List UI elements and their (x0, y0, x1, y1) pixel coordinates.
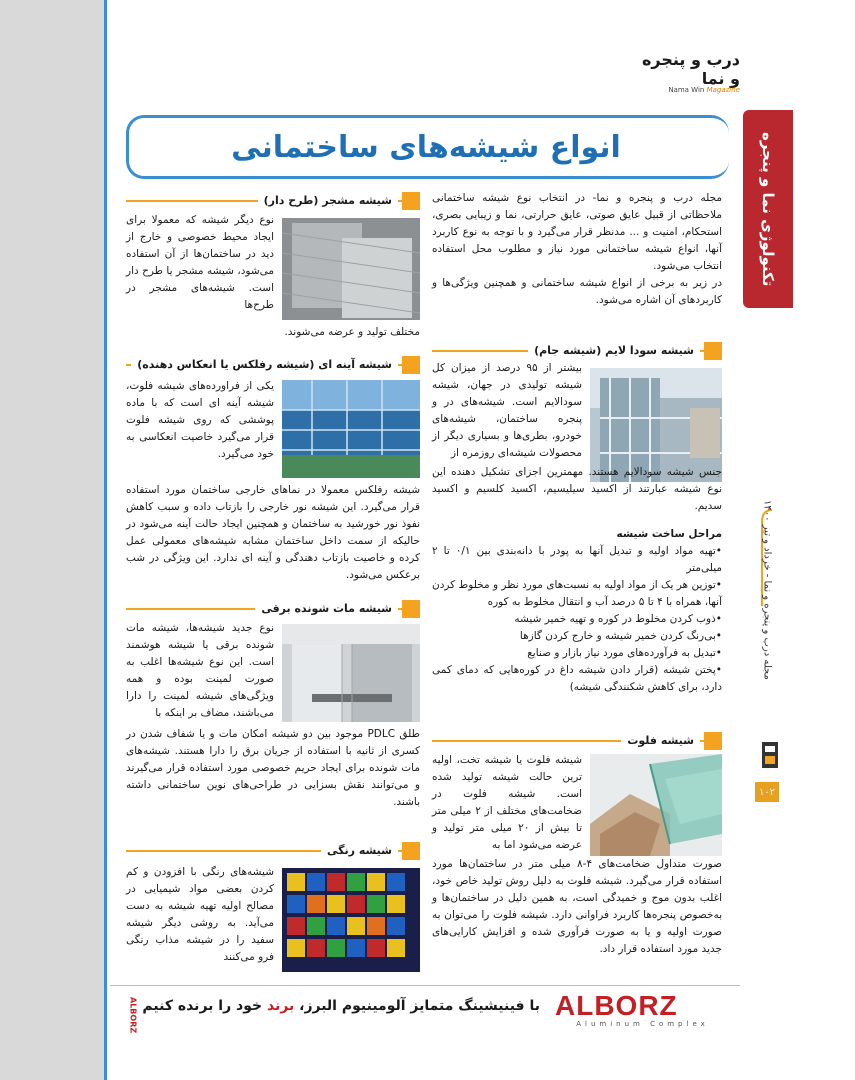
heading-label: شیشه مات شونده برقی (255, 600, 398, 618)
heading-accent (402, 192, 420, 210)
left-margin-border (104, 0, 107, 1080)
footer-divider (110, 985, 740, 986)
heading-smart (126, 600, 420, 618)
intro-paragraph-1: مجله درب و پنجره و نما- در انتخاب نوع شیشه ساختمانی ملاحظاتی از قبیل عایق صوتی، عایق حرارتی، نما و زیبایی بصری، استحکام، امنیت و ... مدنظر قرار می‌گیرد و با توجه به نوع کاربرد آنها، انواع شیشه ساختمانی مورد نیاز و مطلوب محل استفاده انتخاب می‌شود. (432, 192, 722, 272)
heading-patterned (126, 192, 420, 210)
window-logo-icon (760, 740, 780, 770)
mirror-text: یکی از فراورده‌های شیشه فلوت، شیشه آینه ای است که با ماده پوششی که روی شیشه فلوت قرار می‌گیرد خاصیت انعکاسی به خود می‌گیرد. (126, 380, 274, 460)
heading-accent (402, 842, 420, 860)
production-step: •ذوب کردن مخلوط در کوره و تهیه خمیر شیشه (514, 613, 722, 625)
colored-glass-photo (282, 868, 420, 972)
colored-text: شیشه‌های رنگی با افزودن و کم کردن بعضی مواد شیمیایی در مصالح اولیه تهیه شیشه به دست می‌آید. به روشی دیگر شیشه سفید را در شیشه مذاب رنگی فرو می‌کنند (126, 866, 274, 963)
production-step: •پختن شیشه (قرار دادن شیشه داغ در کوره‌هایی که دمای کمی دارد، برای کاهش شکنندگی شیشه) (432, 664, 722, 693)
left-margin-strip (0, 0, 104, 1080)
section-tab-label: تکنولوژی نما و پنجره (759, 131, 777, 287)
soda-lime-text: بیشتر از ۹۵ درصد از میزان کل شیشه تولیدی در جهان، شیشه سودالایم است. شیشه‌های در و پنجره ساختمان، شیشه‌های خودرو، بطری‌ها و بسیاری دیگر از محصولات شیشه‌ای روزمره از (432, 362, 582, 459)
float-text-below: صورت متداول ضخامت‌های ۴-۸ میلی متر در ساختمان‌ها مورد استفاده قرار می‌گیرد. شیشه فلوت به دلیل روش تولید خاص خود، اغلب بدون موج و خمیدگی است، به همین دلیل در ساختمان‌ها و به‌خصوص پنجره‌ها کاربرد فراوانی دارد. شیشه فلوت را می‌توان به صورت اولیه و یا به صورت فرآوری شده و افزایش کارایی‌های جدید مورد استفاده قرار داد. (432, 858, 722, 955)
production-section (432, 526, 722, 696)
mirror-photo (282, 380, 420, 478)
heading-accent (402, 356, 420, 374)
alborz-logo (555, 992, 730, 1034)
article-title: انواع شیشه‌های ساختمانی (231, 129, 621, 165)
soda-lime-text-below: جنس شیشه سودالایم هستند. مهمترین اجزای تشکیل دهنده این نوع شیشه عبارتند از اکسید سیلیسیم، اکسید کلسیم و اکسید سدیم. (432, 466, 722, 512)
vertical-brand-wrap (126, 990, 140, 1040)
heading-float (432, 732, 722, 750)
intro-paragraph-2: در زیر به برخی از انواع شیشه ساختمانی و همچنین ویژگی‌ها و کاربردهای آن اشاره می‌شود. (432, 277, 722, 306)
page-number: ۱۰۲ (755, 782, 779, 802)
production-step: •بی‌رنگ کردن خمیر شیشه و خارج کردن گازها (519, 630, 722, 642)
float-text: شیشه فلوت یا شیشه تخت، اولیه ترین حالت شیشه تولید شده است. شیشه فلوت در ضخامت‌های مختلف از ۲ میلی متر تا بیش از ۲۰ میلی متر تولید و عرضه می‌شود اما به (432, 754, 582, 851)
heading-accent (704, 732, 722, 750)
logo-sub-magazine: Magazine (706, 86, 740, 94)
logo-text: درب و پنجره و نما (641, 50, 740, 88)
heading-soda-lime (432, 342, 722, 360)
brand-name: ALBORZ (555, 990, 678, 1021)
article-title-wrap (126, 115, 726, 179)
issue-info: مجله درب و پنجره و نما - خرداد و تیر ۱۴۰۰ (761, 500, 773, 680)
alborz-wordmark (555, 992, 730, 1020)
issue-info-wrap (757, 500, 777, 750)
smart-text-below: طلق PDLC موجود بین دو شیشه امکان مات و یا شفاف شدن در کسری از ثانیه با استفاده از جریان برق را دارا هستند. شیشه‌های مات شونده برای ایجاد حریم خصوصی مورد استفاده قرار می‌گیرند و می‌توانند نقش بسزایی در طراحی‌های نوین ساختمانی داشته باشند. (126, 728, 420, 808)
slogan-part1: با فینیشینگ متمایز آلومینیوم البرز، (299, 998, 540, 1014)
heading-label: شیشه آینه ای (شیشه رفلکس یا انعکاس دهنده) (131, 356, 398, 374)
float-photo (590, 754, 722, 856)
footer-slogan (140, 998, 540, 1022)
heading-mirror (126, 356, 420, 374)
heading-label: شیشه سودا لایم (شیشه جام) (528, 342, 700, 360)
patterned-text: نوع دیگر شیشه که معمولا برای ایجاد محیط خصوصی و خارج از دید در ساختمان‌ها از آن استفاده می‌شود، شیشه مشجر یا طرح دار است. شیشه‌های مشجر در طرح‌ها (126, 214, 274, 311)
heading-label: شیشه مشجر (طرح دار) (258, 192, 398, 210)
production-heading: مراحل ساخت شیشه (616, 528, 722, 540)
patterned-photo (282, 218, 420, 320)
mirror-text-below: شیشه رفلکس معمولا در نماهای خارجی ساختمان مورد استفاده قرار می‌گیرد. این شیشه نور خارجی را بازتاب داده و سبب کاهش نفوذ نور خورشید به ساختمان و همچنین ایجاد حالت آینه می‌شود در حالیکه از سمت داخل ساختمان مشابه شیشه‌های معمولی عمل کرده و خاصیت بازتاب دهندگی و آینه ای ندارد. این ویژگی در شب برعکس می‌شود. (126, 484, 420, 581)
heading-colored (126, 842, 420, 860)
smart-text: نوع جدید شیشه‌ها، شیشه مات شونده برقی یا شیشه هوشمند است. این نوع شیشه‌ها اغلب به صورت لمینت بوده و همه ویژگی‌های شیشه لمینت را دارا می‌باشند، مضاف بر اینکه با (126, 622, 274, 719)
production-step: •تهیه مواد اولیه و تبدیل آنها به پودر با دانه‌بندی بین ۰/۱ تا ۲ میلی‌متر (432, 545, 722, 574)
patterned-text-below: مختلف تولید و عرضه می‌شوند. (284, 326, 420, 338)
intro-text (432, 190, 722, 309)
production-step: •توزین هر یک از مواد اولیه به نسبت‌های مورد نظر و مخلوط کردن آنها، همراه با ۴ تا ۵ درصد آب و انتقال مخلوط به کوره (432, 579, 722, 608)
brand-subtitle: Aluminum Complex (576, 1020, 709, 1028)
vertical-brand: ALBORZ (128, 996, 138, 1034)
heading-accent (402, 600, 420, 618)
heading-label: شیشه فلوت (621, 732, 700, 750)
heading-label: شیشه رنگی (321, 842, 398, 860)
smart-glass-photo (282, 624, 420, 722)
heading-accent (704, 342, 722, 360)
magazine-logo (630, 50, 740, 94)
production-step: •تبدیل به فرآورده‌های مورد نیاز بازار و صنایع (527, 647, 722, 659)
logo-subtitle (630, 86, 740, 94)
section-tab-label-wrap (743, 110, 793, 308)
slogan-part2: خود را برنده کنیم (142, 998, 263, 1014)
slogan-highlight: برند (266, 998, 295, 1014)
logo-sub-brand: Nama Win (668, 86, 705, 94)
